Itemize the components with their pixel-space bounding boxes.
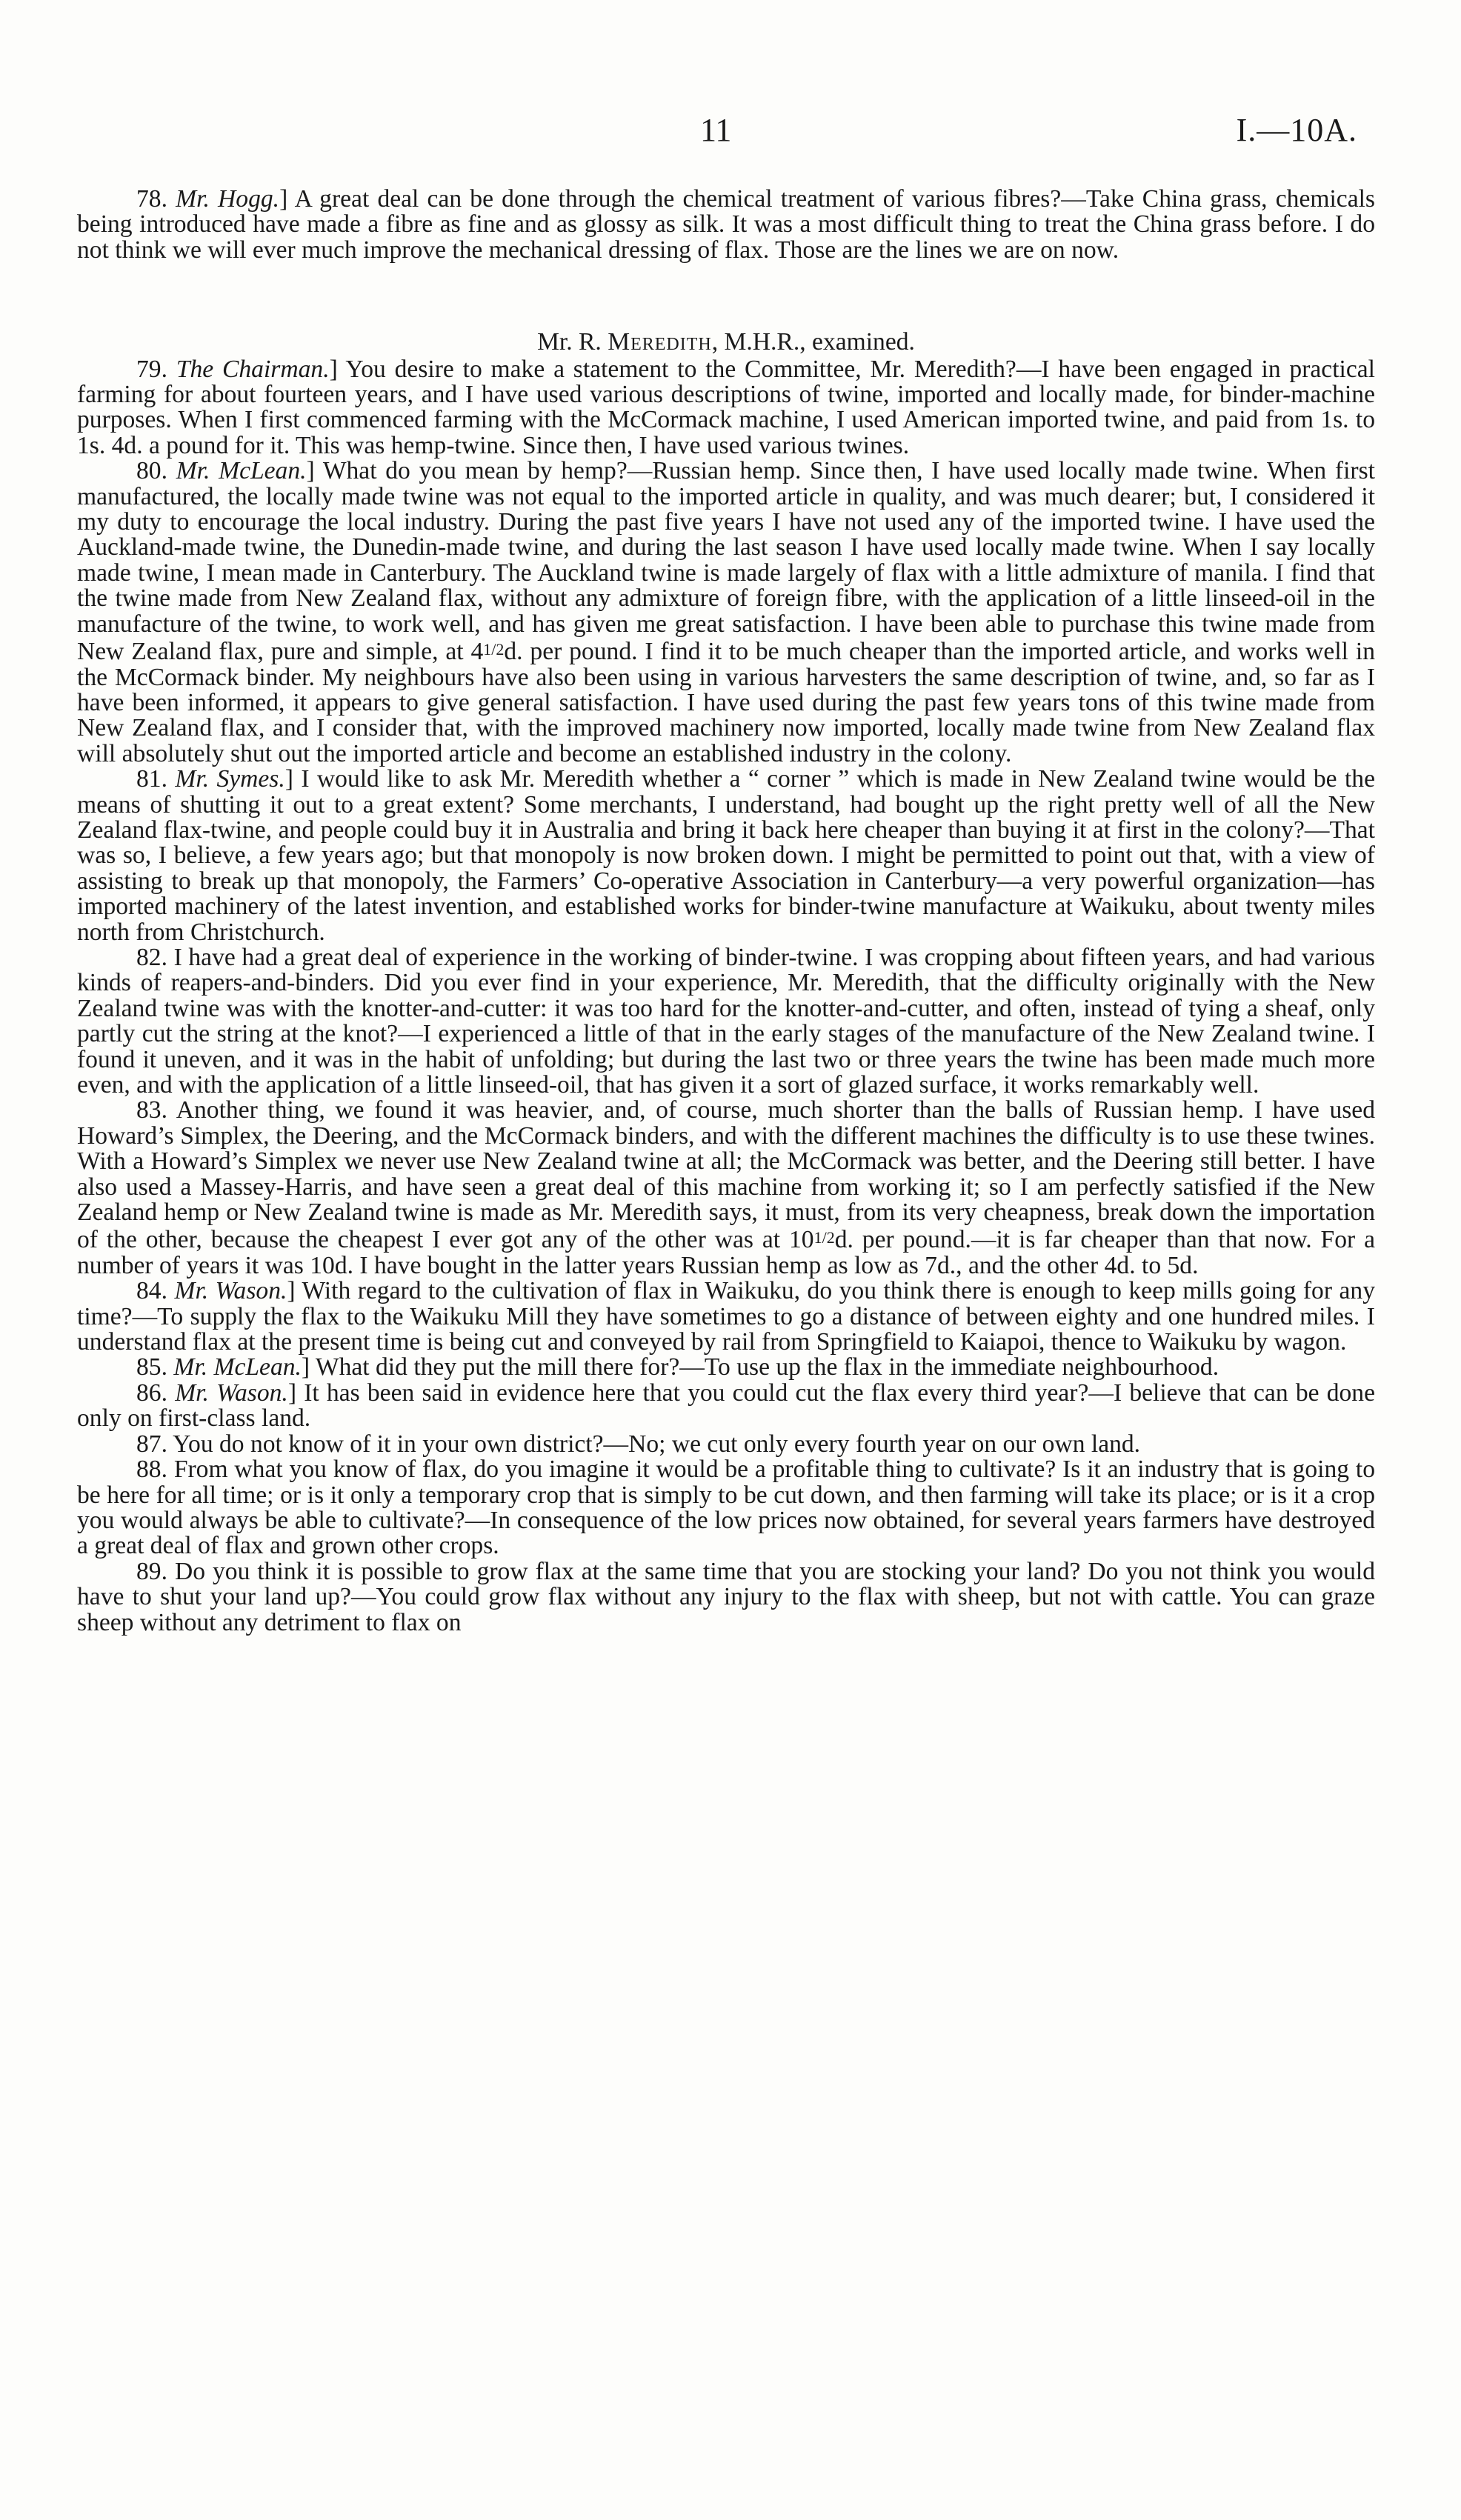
- speaker: Mr. Hogg.: [176, 185, 280, 213]
- paragraph-number: 89.: [136, 1557, 167, 1585]
- paragraph-number: 80.: [136, 457, 167, 485]
- paragraph-number: 82.: [136, 943, 167, 971]
- paragraph-81: 81. Mr. Symes.] I would like to ask Mr. Meredith whether a “ corner ” which is made in New Zealand twine would be the means of shutting it out to a great extent? Some merchants, I understand, had bought up the right pretty well of all the New Zealand flax-twine, and people could buy it in Australia and bring it back here cheaper than buying it at first in the colony?—That was so, I believe, a few years ago; but that monopoly is now broken down. I might be permitted to point out that, with a view of assisting to break up that monopoly, the Farmers’ Co-operative Association in Canterbury—a very powerful organization—has imported machinery of the latest invention, and established works for binder-twine manufacture at Waikuku, about twenty miles north from Christchurch.: [77, 765, 1375, 946]
- paragraph-84: 84. Mr. Wason.] With regard to the cultivation of flax in Waikuku, do you think there is enough to keep mills going for any time?—To supply the flax to the Waikuku Mill they have sometimes to go a distance of between eighty and one hundred miles. I understand flax at the present time is being cut and conveyed by rail from Springfield to Kaiapoi, thence to Waikuku by wagon.: [77, 1277, 1375, 1356]
- paragraph-86: 86. Mr. Wason.] It has been said in evidence here that you could cut the flax every third year?—I believe that can be done only on first-class land.: [77, 1379, 1375, 1433]
- witness-name: Meredith: [608, 328, 712, 356]
- paragraph-text: A great deal can be done through the chemical treatment of various fibres?—Take China grass, chemicals being introduced have made a fibre as fine and as glossy as silk. It was a most difficult thing to treat the China grass before. I do not think we will ever much improve the mechanical dressing of flax. Those are the lines we are on now.: [77, 185, 1375, 264]
- speaker: Mr. Wason.: [174, 1277, 287, 1305]
- speaker: Mr. McLean.: [173, 1353, 302, 1381]
- speaker: Mr. Wason.: [175, 1379, 288, 1407]
- paragraph-85: 85. Mr. McLean.] What did they put the mill there for?—To use up the flax in the immediate neighbourhood.: [136, 1353, 1219, 1381]
- paragraph-89: [77, 1559, 1375, 1636]
- paragraph-number: 87.: [136, 1430, 167, 1458]
- witness-prefix: Mr. R.: [537, 328, 608, 356]
- speaker: Mr. Symes.: [175, 765, 285, 793]
- paragraph-text: What did they put the mill there for?—To use up the flax in the immediate neighbourhood.: [315, 1353, 1219, 1381]
- paragraph-text: You do not know of it in your own district?—No; we cut only every fourth year on our own land.: [173, 1430, 1141, 1458]
- paragraph-text: You desire to make a statement to the Committee, Mr. Meredith?—I have been engaged in practical farming for about fourteen years, and I have used various descriptions of twine, imported and locally made, for binder-machine purposes. When I first commenced farming with the McCormack machine, I used American imported twine, and paid from 1s. to 1s. 4d. a pound for it. This was hemp-twine. Since then, I have used various twines.: [77, 355, 1375, 459]
- paragraph-88: [77, 1457, 1375, 1559]
- paragraph-number: 84.: [136, 1277, 167, 1305]
- paragraph-82: [77, 945, 1375, 1098]
- paragraph-79: 79. The Chairman.] You desire to make a statement to the Committee, Mr. Meredith?—I have been engaged in practical farming for about fourteen years, and I have used various descriptions of twine, imported and locally made, for binder-machine purposes. When I first commenced farming with the McCormack machine, I used American imported twine, and paid from 1s. to 1s. 4d. a pound for it. This was hemp-twine. Since then, I have used various twines.: [77, 355, 1375, 459]
- paragraph-text: Another thing, we found it was heavier, and, of course, much shorter than the balls of Russian hemp. I have used Howard’s Simplex, the Deering, and the McCormack binders, and with the different machines the difficulty is to use these twines. With a Howard’s Simplex we never use New Zealand twine at all; the McCormack was better, and the Deering still better. I have also used a Massey-Harris, and have seen a great deal of this machine from working it; so I am perfectly satisfied if the New Zealand hemp or New Zealand twine is made as Mr. Meredith says, it must, from its very cheapness, break down the importation of the other, because the cheapest I ever got any of the other was at 10: [77, 1096, 1376, 1254]
- paragraph-83: [77, 1098, 1375, 1279]
- paragraph-text: With regard to the cultivation of flax in Waikuku, do you think there is enough to keep mills going for any time?—To supply the flax to the Waikuku Mill they have sometimes to go a distance of between eighty and one hundred miles. I understand flax at the present time is being cut and conveyed by rail from Springfield to Kaiapoi, thence to Waikuku by wagon.: [77, 1277, 1375, 1356]
- paragraph-text: From what you know of flax, do you imagine it would be a profitable thing to cultivate? Is it an industry that is going to be here for all time; or is it only a temporary crop that is simply to be cut down, and then farming will take its place; or is it a crop you would always be able to cultivate?—In consequence of the low prices now obtained, for several years farmers have destroyed a great deal of flax and grown other crops.: [77, 1456, 1375, 1560]
- paragraph-number: 81.: [136, 765, 167, 793]
- paragraph-text: I have had a great deal of experience in the working of binder-twine. I was cropping about fifteen years, and had various kinds of reapers-and-binders. Did you ever find in your experience, Mr. Meredith, that the difficulty originally with the New Zealand twine was with the knotter-and-cutter: it was too hard for the knotter-and-cutter, and often, instead of tying a sheaf, only partly cut the string at the knot?—I experienced a little of that in the early stages of the manufacture of the New Zealand twine. I found it uneven, and it was in the habit of unfolding; but during the last two or three years the twine has been made much more even, and with the application of a little linseed-oil, that has given it a sort of glazed surface, it works remarkably well.: [77, 943, 1375, 1099]
- page-header: [0, 111, 1461, 163]
- paragraph-number: 86.: [136, 1379, 167, 1407]
- document-body: [77, 187, 1375, 1636]
- paragraph-number: 79.: [136, 355, 167, 383]
- section-gap: [77, 263, 1375, 330]
- paragraph-80: 80. Mr. McLean.] What do you mean by hemp?—Russian hemp. Since then, I have used locally made twine. When first manufactured, the locally made twine was not equal to the imported article in quality, and was much dearer; but, I considered it my duty to encourage the local industry. During the past five years I have not used any of the imported twine. I have used the Auckland-made twine, the Dunedin-made twine, and during the last season I have used locally made twine. When I say locally made twine, I mean made in Canterbury. The Auckland twine is made largely of flax with a little admixture of manila. I find that the twine made from New Zealand flax, without any admixture of foreign fibre, with the application of a little linseed-oil in the manufacture of the twine, to work well, and has given me great satisfaction. I have been able to purchase this twine made from New Zealand flax, pure and simple, at 41/2d. per pound. I find it to be much cheaper than the imported article, and works well in the McCormack binder. My neighbours have also been using in various harvesters the same description of twine, and, so far as I have been informed, it appears to give general satisfaction. I have used during the past few years tons of this twine made from New Zealand flax, and I consider that, with the improved machinery now imported, locally made twine from New Zealand flax will absolutely shut out the imported article and become an established industry in the colony.: [77, 457, 1375, 767]
- paragraph-text-continued: d. per pound. I find it to be much cheaper than the imported article, and works well in the McCormack binder. My neighbours have also been using in various harvesters the same description of twine, and, so far as I have been informed, it appears to give general satisfaction. I have used during the past few years tons of this twine made from New Zealand flax, and I consider that, with the improved machinery now imported, locally made twine from New Zealand flax will absolutely shut out the imported article and become an established industry in the colony.: [77, 638, 1375, 767]
- witness-suffix: , M.H.R., examined.: [711, 328, 915, 356]
- speaker: The Chairman.: [176, 355, 330, 383]
- witness-heading: [77, 330, 1375, 355]
- page-number: 11: [700, 112, 732, 148]
- document-reference: I.—10A.: [1236, 112, 1357, 148]
- paragraph-number: 78.: [136, 185, 167, 213]
- paragraph-number: 88.: [136, 1456, 167, 1484]
- paragraph-78: 78. Mr. Hogg.] A great deal can be done through the chemical treatment of various fibres?—Take China grass, chemicals being introduced have made a fibre as fine and as glossy as silk. It was a most difficult thing to treat the China grass before. I do not think we will ever much improve the mechanical dressing of flax. Those are the lines we are on now.: [77, 185, 1375, 264]
- paragraph-number: 85.: [136, 1353, 167, 1381]
- paragraph-87: [77, 1432, 1375, 1457]
- paragraph-text: Do you think it is possible to grow flax at the same time that you are stocking your land? Do you not think you would have to shut your land up?—You could grow flax without any injury to the flax with sheep, but not with cattle. You can graze sheep without any detriment to flax on: [77, 1557, 1375, 1636]
- paragraph-text-continued: d. per pound.—it is far cheaper than that now. For a number of years it was 10d. I have bought in the latter years Russian hemp as low as 7d., and the other 4d. to 5d.: [77, 1226, 1375, 1279]
- speaker: Mr. McLean.: [176, 457, 307, 485]
- paragraph-number: 83.: [136, 1096, 167, 1124]
- paragraph-text: It has been said in evidence here that you could cut the flax every third year?—I believe that can be done only on first-class land.: [77, 1379, 1375, 1433]
- fraction-half: 1/2: [483, 640, 505, 659]
- fraction-half: 1/2: [813, 1228, 835, 1247]
- paragraph-text: I would like to ask Mr. Meredith whether a “ corner ” which is made in New Zealand twine would be the means of shutting it out to a great extent? Some merchants, I understand, had bought up the right pretty well of all the New Zealand flax-twine, and people could buy it in Australia and bring it back here cheaper than buying it at first in the colony?—That was so, I believe, a few years ago; but that monopoly is now broken down. I might be permitted to point out that, with a view of assisting to break up that monopoly, the Farmers’ Co-operative Association in Canterbury—a very powerful organization—has imported machinery of the latest invention, and established works for binder-twine manufacture at Waikuku, about twenty miles north from Christchurch.: [77, 765, 1375, 946]
- paragraph-text: What do you mean by hemp?—Russian hemp. Since then, I have used locally made twine. When first manufactured, the locally made twine was not equal to the imported article in quality, and was much dearer; but, I considered it my duty to encourage the local industry. During the past five years I have not used any of the imported twine. I have used the Auckland-made twine, the Dunedin-made twine, and during the last season I have used locally made twine. When I say locally made twine, I mean made in Canterbury. The Auckland twine is made largely of flax with a little admixture of manila. I find that the twine made from New Zealand flax, without any admixture of foreign fibre, with the application of a little linseed-oil in the manufacture of the twine, to work well, and has given me great satisfaction. I have been able to purchase this twine made from New Zealand flax, pure and simple, at 4: [77, 457, 1375, 666]
